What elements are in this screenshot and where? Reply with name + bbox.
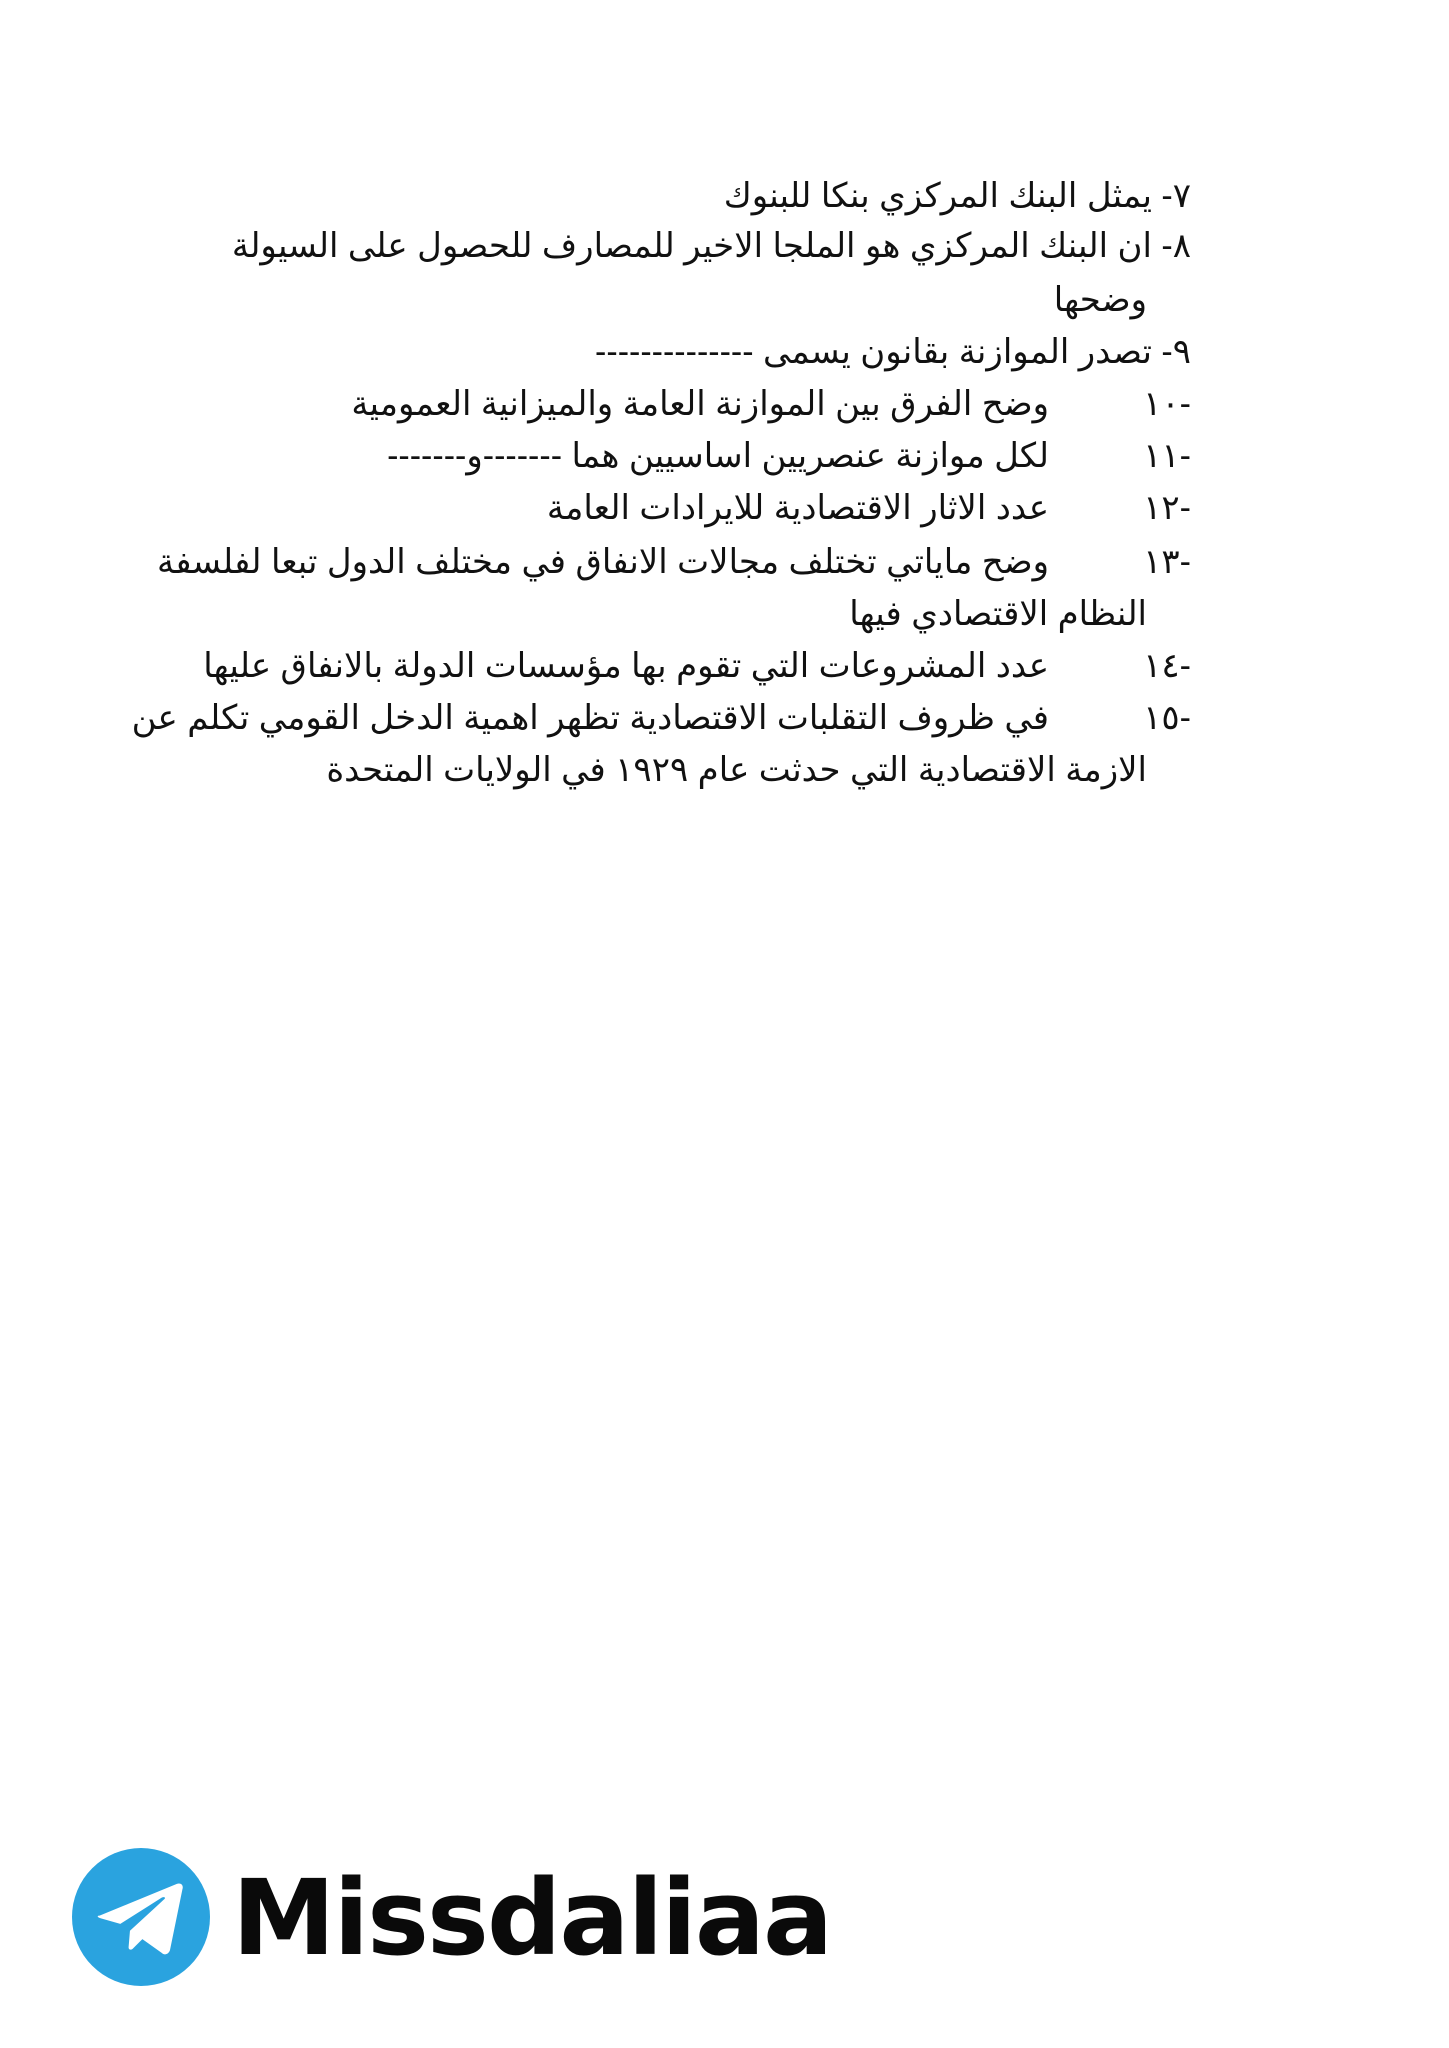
question-14-text: عدد المشروعات التي تقوم بها مؤسسات الدولة بالانفاق عليها (203, 647, 1049, 685)
question-10-number: -١٠ (1143, 385, 1191, 423)
question-number: ٨- (1161, 227, 1191, 265)
question-7 (724, 172, 1191, 220)
question-number: ٩- (1161, 333, 1191, 371)
question-text: ان البنك المركزي هو الملجا الاخير للمصارف للحصول على السيولة (231, 227, 1152, 265)
question-8-continuation: وضحها (1053, 281, 1147, 319)
question-11-number: -١١ (1143, 437, 1191, 475)
question-11-text: لكل موازنة عنصريين اساسيين هما -------و------- (387, 437, 1049, 475)
question-14-number: -١٤ (1143, 647, 1191, 685)
telegram-icon-circle (72, 1848, 210, 1986)
question-8 (232, 222, 1191, 270)
question-number: ٧- (1161, 177, 1191, 215)
brand-name: Missdaliaa (232, 1857, 832, 1979)
question-text: يمثل البنك المركزي بنكا للبنوك (723, 177, 1152, 215)
question-13-number: -١٣ (1143, 543, 1191, 581)
question-15-continuation: الازمة الاقتصادية التي حدثت عام ١٩٢٩ في الولايات المتحدة (326, 751, 1147, 789)
question-15-text: في ظروف التقلبات الاقتصادية تظهر اهمية الدخل القومي تكلم عن (131, 699, 1049, 737)
question-13-text: وضح مایاتي تختلف مجالات الانفاق في مختلف الدول تبعا لفلسفة (156, 543, 1049, 581)
question-13-continuation: النظام الاقتصادي فيها (849, 595, 1147, 633)
question-15-number: -١٥ (1143, 699, 1191, 737)
question-10-text: وضح الفرق بين الموازنة العامة والميزانية العمومية (351, 385, 1049, 423)
question-12-text: عدد الاثار الاقتصادية للايرادات العامة (546, 489, 1049, 527)
question-12-number: -١٢ (1143, 489, 1191, 527)
telegram-icon (72, 1848, 210, 1986)
question-text: تصدر الموازنة بقانون يسمى -------------- (595, 333, 1152, 371)
question-9 (595, 328, 1191, 376)
watermark-logo (72, 1848, 832, 1988)
